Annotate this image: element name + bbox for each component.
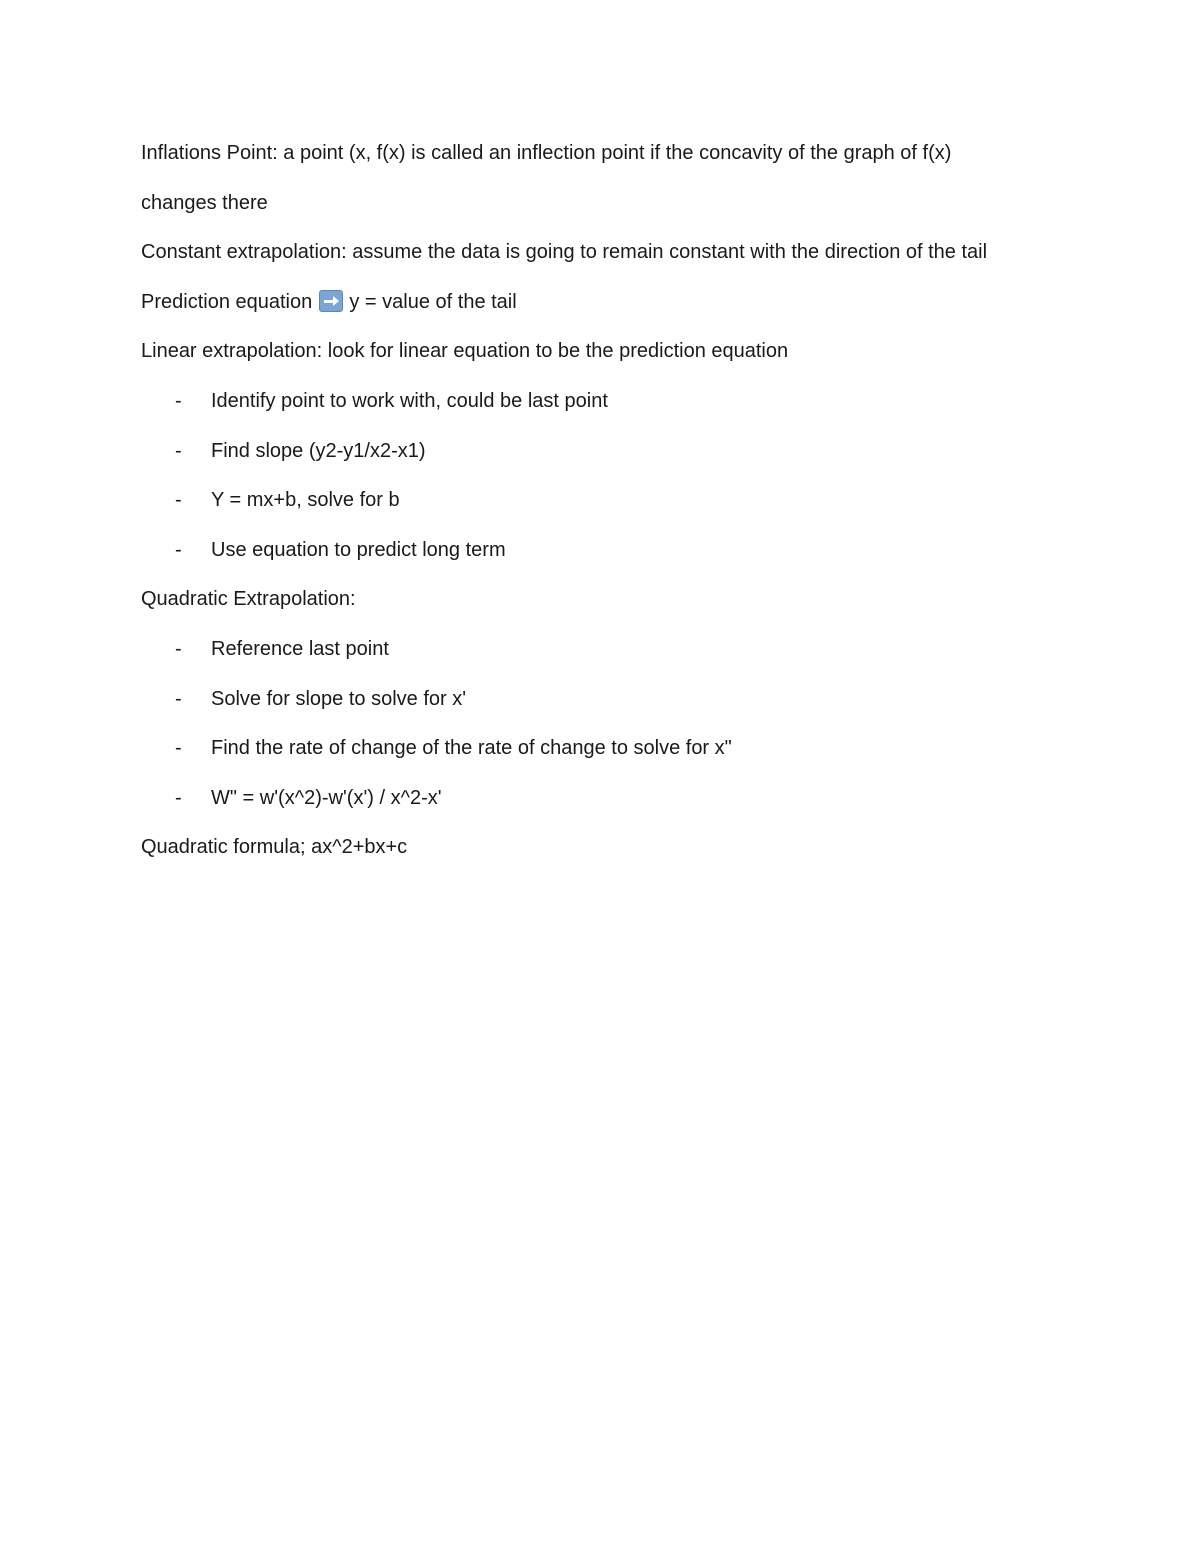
list-item-text: Use equation to predict long term — [211, 538, 506, 561]
document-body — [141, 129, 1091, 873]
list-item-text: Solve for slope to solve for x' — [211, 687, 467, 710]
list-item-text: W" = w'(x^2)-w'(x') / x^2-x' — [211, 786, 442, 809]
bullet-dash: - — [175, 637, 182, 660]
quadratic-formula-line: Quadratic formula; ax^2+bx+c — [141, 836, 408, 859]
list-item — [141, 427, 1091, 477]
bullet-dash: - — [175, 489, 182, 512]
bullet-dash: - — [175, 389, 182, 412]
list-item — [141, 377, 1091, 427]
list-item-text: Find slope (y2-y1/x2-x1) — [211, 439, 426, 462]
list-item — [141, 526, 1091, 576]
bullet-dash: - — [175, 439, 182, 462]
constant-extrapolation-definition: Constant extrapolation: assume the data is going to remain constant with the direction of the tail — [141, 241, 988, 264]
bullet-dash: - — [175, 737, 182, 760]
list-item-text: Reference last point — [211, 637, 389, 660]
inflection-point-definition-line-2: changes there — [141, 191, 268, 214]
bullet-dash: - — [175, 786, 182, 809]
list-item-text: Find the rate of change of the rate of change to solve for x" — [211, 737, 732, 760]
quadratic-extrapolation-heading: Quadratic Extrapolation: — [141, 588, 356, 611]
prediction-equation-label: Prediction equation — [141, 290, 313, 313]
bullet-dash: - — [175, 538, 182, 561]
list-item-text: Identify point to work with, could be last point — [211, 389, 608, 412]
list-item — [141, 675, 1091, 725]
prediction-equation-value: y = value of the tail — [349, 290, 517, 313]
bullet-dash: - — [175, 687, 182, 710]
list-item — [141, 625, 1091, 675]
list-item-text: Y = mx+b, solve for b — [211, 489, 400, 512]
inflection-point-definition-line-1: Inflations Point: a point (x, f(x) is called an inflection point if the concavity of the graph of f(x) — [141, 142, 952, 164]
prediction-equation-line — [141, 278, 1091, 328]
linear-extrapolation-heading: Linear extrapolation: look for linear equation to be the prediction equation — [141, 340, 789, 363]
list-item — [141, 724, 1091, 774]
list-item — [141, 476, 1091, 526]
right-arrow-emoji-icon — [319, 290, 343, 312]
list-item — [141, 774, 1091, 824]
